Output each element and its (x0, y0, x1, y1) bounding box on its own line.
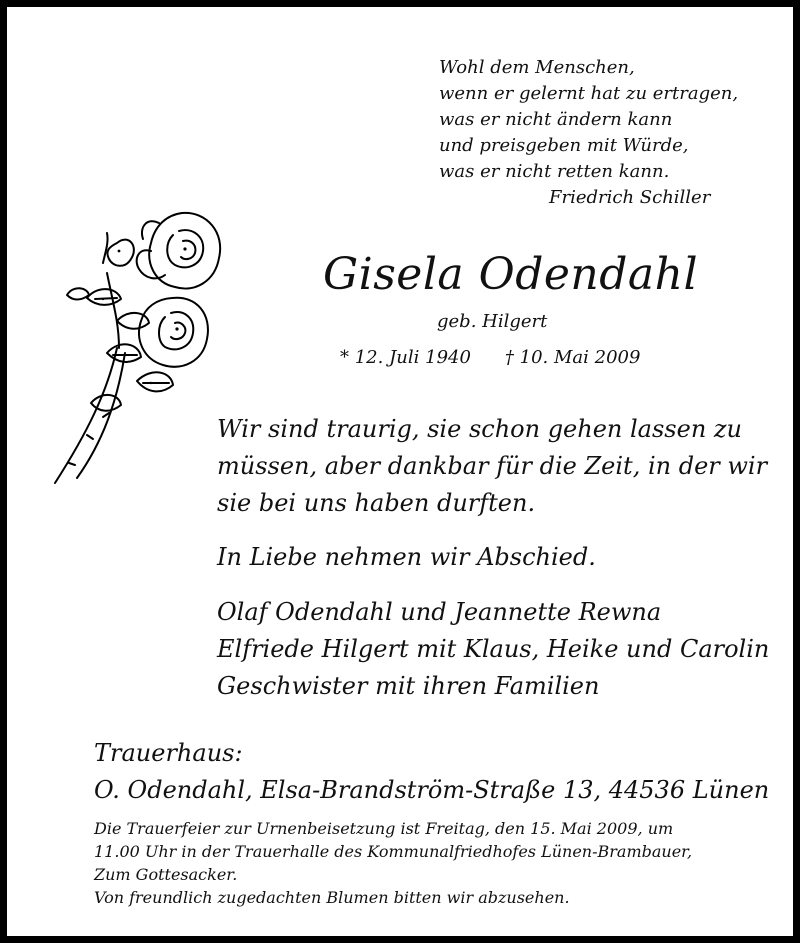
mourner-entry: Olaf Odendahl und Jeannette Rewna (217, 598, 662, 626)
mourner-entry: Geschwister mit ihren Familien (217, 672, 600, 700)
birth-date: * 12. Juli 1940 (340, 347, 471, 368)
mourners-list (217, 594, 769, 705)
note-line: 11.00 Uhr in der Trauerhalle des Kommunalfriedhofes Lünen-Brambauer, (94, 842, 693, 861)
rose-illustration-icon (47, 203, 227, 493)
mourning-house-label: Trauerhaus: (94, 739, 243, 767)
quote-author: Friedrich Schiller (549, 187, 711, 208)
quote-line: Wohl dem Menschen, (439, 57, 635, 78)
quote-line: wenn er gelernt hat zu ertragen, (439, 83, 739, 104)
quote-line: was er nicht retten kann. (439, 161, 670, 182)
deceased-name: Gisela Odendahl (323, 249, 699, 300)
mourner-entry: Elfriede Hilgert mit Klaus, Heike und Carolin (217, 635, 770, 663)
mourning-house-address: O. Odendahl, Elsa-Brandström-Straße 13, 44536 Lünen (94, 776, 770, 804)
note-line: Die Trauerfeier zur Urnenbeisetzung ist Freitag, den 15. Mai 2009, um (94, 819, 674, 838)
death-date: † 10. Mai 2009 (504, 347, 641, 368)
life-dates (340, 347, 640, 368)
note-line: Zum Gottesacker. (94, 865, 238, 884)
lament-text (217, 411, 777, 522)
mourning-house (94, 735, 769, 809)
maiden-name: geb. Hilgert (437, 311, 548, 332)
note-line: Von freundlich zugedachten Blumen bitten wir abzusehen. (94, 888, 570, 907)
lament-line: müssen, aber dankbar für die Zeit, in der wir (217, 452, 768, 480)
lament-line: sie bei uns haben durften. (217, 489, 536, 517)
farewell-line: In Liebe nehmen wir Abschied. (217, 543, 596, 571)
ceremony-notes (94, 817, 692, 909)
schiller-quote (439, 55, 738, 211)
quote-line: und preisgeben mit Würde, (439, 135, 689, 156)
lament-line: Wir sind traurig, sie schon gehen lassen zu (217, 415, 743, 443)
quote-line: was er nicht ändern kann (439, 109, 673, 130)
